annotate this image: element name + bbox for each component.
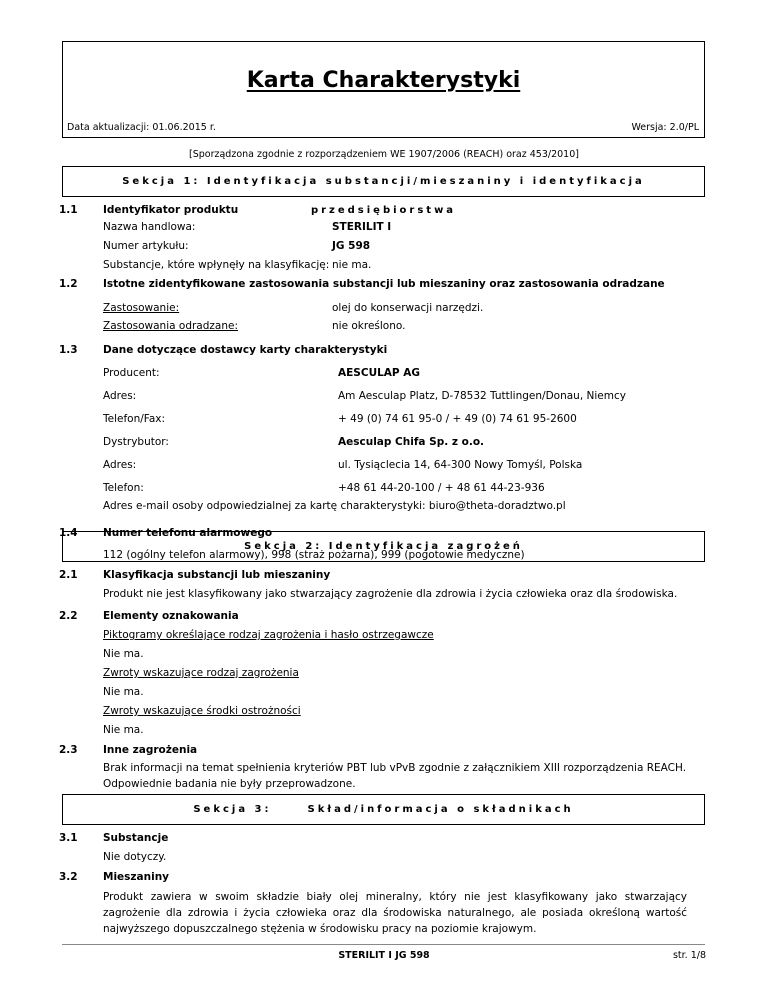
section-3-heading-number: Sekcja 3: — [193, 804, 272, 815]
other-hazards-text: Brak informacji na temat spełnienia kryteriów PBT lub vPvB zgodnie z załącznikiem XIII rozporządzenia REACH. Odpowiednie badania nie były przeprowadzone. — [103, 762, 687, 790]
section-3-2-number: 3.2 — [59, 871, 78, 883]
update-date: Data aktualizacji: 01.06.2015 r. — [67, 122, 216, 133]
version: Wersja: 2.0/PL — [631, 122, 699, 133]
section-2-2-number: 2.2 — [59, 610, 78, 622]
phone-fax-label: Telefon/Fax: — [103, 413, 166, 425]
section-1-heading: Sekcja 1: Identyfikacja substancji/mieszaniny i identyfikacja przedsiębiorstwa — [62, 166, 705, 197]
document-title: Karta Charakterystyki — [246, 68, 521, 93]
producer-label: Producent: — [103, 367, 160, 379]
substances-text: Nie dotyczy. — [103, 851, 167, 863]
trade-name-value: STERILIT I — [332, 221, 392, 233]
section-3-2-title: Mieszaniny — [103, 871, 170, 883]
pictograms-label: Piktogramy określające rodzaj zagrożenia i hasło ostrzegawcze — [103, 629, 434, 641]
section-3-heading — [62, 794, 705, 825]
mixtures-text: Produkt zawiera w swoim składzie biały olej mineralny, który nie jest klasyfikowany jako stwarzający zagrożenie dla zdrowia i życia człowieka oraz dla środowiska naturalnego, ale posiada określoną wartość najwyższego dopuszczalnego stężenia w środowisku pracy na poziomie krajowym. — [103, 891, 687, 935]
distributor-phone-value: +48 61 44-20-100 / + 48 61 44-23-936 — [338, 482, 545, 494]
section-1-4-number: 1.4 — [59, 527, 78, 539]
section-2-1-title: Klasyfikacja substancji lub mieszaniny — [103, 569, 331, 581]
precautionary-statements-label: Zwroty wskazujące środki ostrożności — [103, 705, 301, 717]
section-2-2-title: Elementy oznakowania — [103, 610, 239, 622]
section-2-1-number: 2.1 — [59, 569, 78, 581]
section-3-heading-title: Skład/informacja o składnikach — [307, 804, 574, 815]
article-number-label: Numer artykułu: — [103, 240, 189, 252]
section-2-heading: Sekcja 2: Identyfikacja zagrożeń — [62, 531, 705, 562]
section-3-1-number: 3.1 — [59, 832, 78, 844]
section-1-1-title: Identyfikator produktu — [103, 204, 239, 216]
producer-address-label: Adres: — [103, 390, 137, 402]
section-1-1-number: 1.1 — [59, 204, 78, 216]
page-number: str. 1/8 — [672, 950, 706, 961]
precautionary-statements-value: Nie ma. — [103, 724, 144, 736]
section-1-4-title: Numer telefonu alarmowego — [103, 527, 273, 539]
producer-value: AESCULAP AG — [338, 367, 421, 379]
classification-text: Produkt nie jest klasyfikowany jako stwarzający zagrożenie dla zdrowia i życia człowieka oraz dla środowiska. — [103, 588, 678, 600]
section-2-3-title: Inne zagrożenia — [103, 744, 198, 756]
footer-divider — [62, 944, 705, 945]
hazard-statements-value: Nie ma. — [103, 686, 144, 698]
use-label: Zastosowanie: — [103, 302, 180, 314]
section-1-3-number: 1.3 — [59, 344, 78, 356]
trade-name-label: Nazwa handlowa: — [103, 221, 196, 233]
pictograms-value: Nie ma. — [103, 648, 144, 660]
classification-substances-value: nie ma. — [332, 259, 372, 271]
phone-fax-value: + 49 (0) 74 61 95-0 / + 49 (0) 74 61 95-2600 — [338, 413, 577, 425]
distributor-value: Aesculap Chifa Sp. z o.o. — [338, 436, 485, 448]
not-recommended-value: nie określono. — [332, 320, 406, 332]
distributor-label: Dystrybutor: — [103, 436, 169, 448]
use-value: olej do konserwacji narzędzi. — [332, 302, 484, 314]
distributor-address-label: Adres: — [103, 459, 137, 471]
producer-address-value: Am Aesculap Platz, D-78532 Tuttlingen/Donau, Niemcy — [338, 390, 626, 402]
regulation-note: [Sporządzona zgodnie z rozporządzeniem WE 1907/2006 (REACH) oraz 453/2010] — [189, 149, 579, 160]
emergency-phone-text: 112 (ogólny telefon alarmowy), 998 (straż pożarna), 999 (pogotowie medyczne) — [103, 549, 525, 561]
section-2-3-number: 2.3 — [59, 744, 78, 756]
distributor-phone-label: Telefon: — [103, 482, 144, 494]
article-number-value: JG 598 — [332, 240, 371, 252]
distributor-address-value: ul. Tysiąclecia 14, 64-300 Nowy Tomyśl, Polska — [338, 459, 583, 471]
not-recommended-label: Zastosowania odradzane: — [103, 320, 239, 332]
section-1-2-number: 1.2 — [59, 278, 78, 290]
footer-product: STERILIT I JG 598 — [338, 950, 430, 961]
section-1-3-title: Dane dotyczące dostawcy karty charakterystyki — [103, 344, 388, 356]
hazard-statements-label: Zwroty wskazujące rodzaj zagrożenia — [103, 667, 299, 679]
section-1-2-title: Istotne zidentyfikowane zastosowania substancji lub mieszaniny oraz zastosowania odradzane — [103, 278, 665, 290]
classification-substances-label: Substancje, które wpłynęły na klasyfikację: — [103, 259, 330, 271]
section-3-1-title: Substancje — [103, 832, 169, 844]
responsible-email: Adres e-mail osoby odpowiedzialnej za kartę charakterystyki: biuro@theta-doradztwo.pl — [103, 500, 566, 512]
